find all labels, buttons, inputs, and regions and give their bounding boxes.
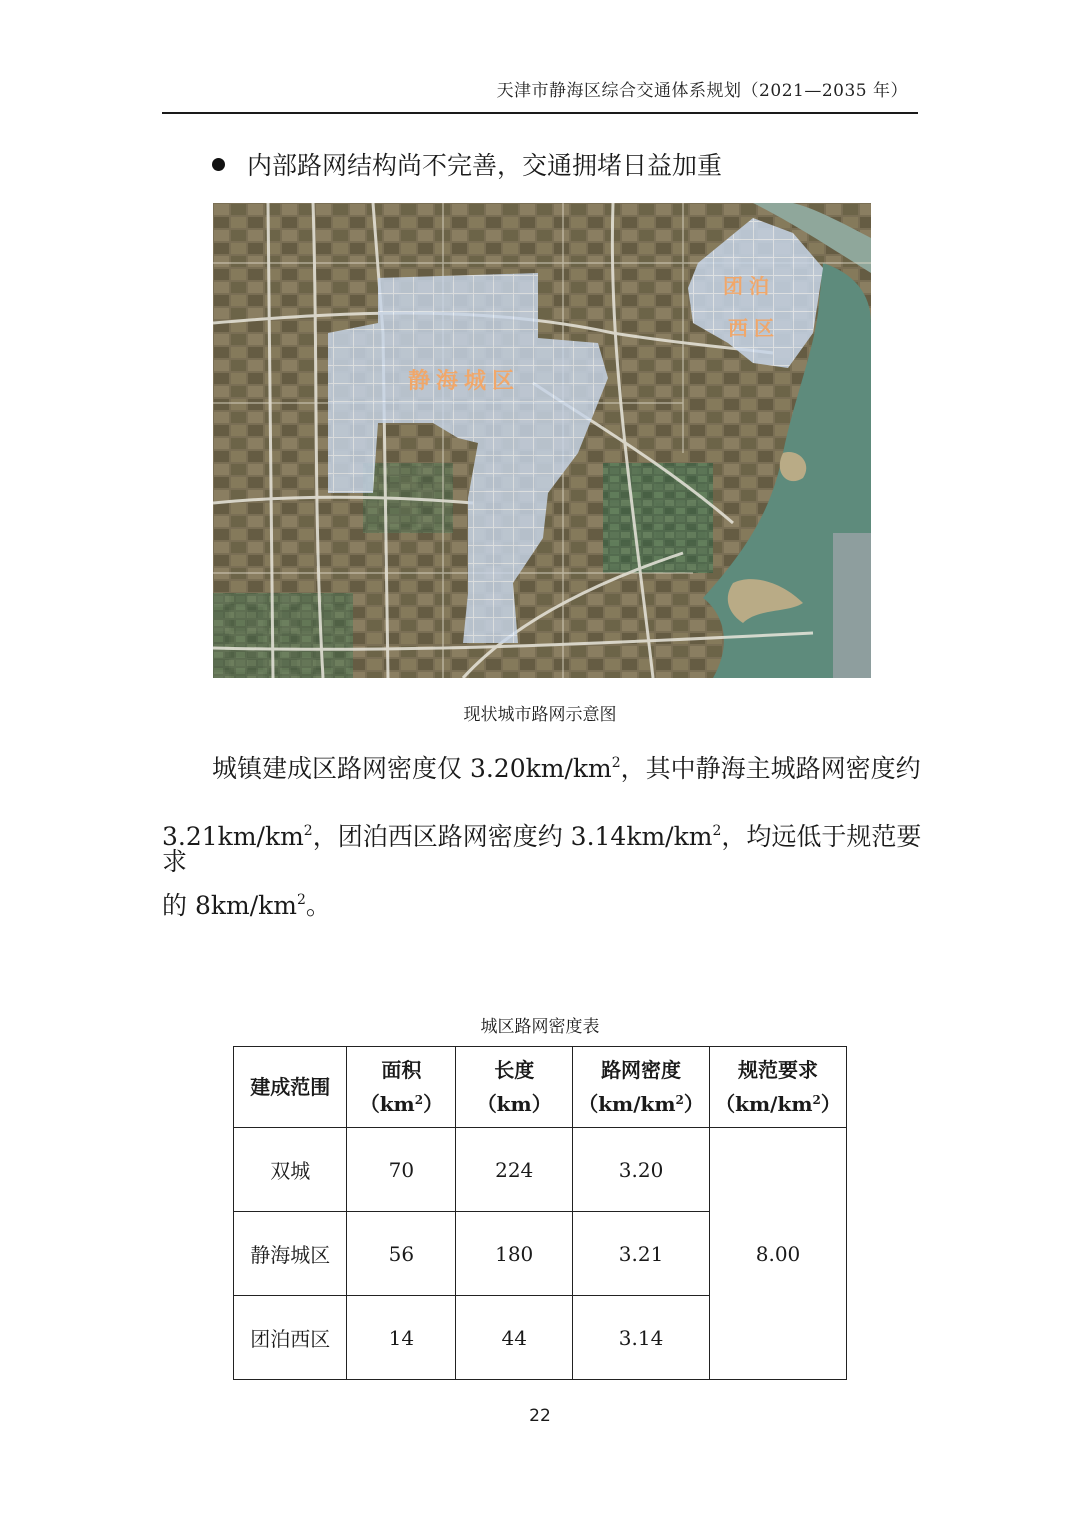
header-density: 路网密度 $(km/km^2)$ [573, 1047, 710, 1128]
cell-scope: 团泊西区 [234, 1296, 347, 1380]
map-label-tuanbo-line1: 团泊 [723, 274, 775, 298]
cell-scope: 双城 [234, 1128, 347, 1212]
satellite-map-graphic [213, 203, 871, 678]
header-standard: 规范要求 $(km/km^2)$ [710, 1047, 847, 1128]
cell-density: 3.20 [573, 1128, 710, 1212]
cell-length: 44 [456, 1296, 573, 1380]
cell-standard: 8.00 [710, 1128, 847, 1380]
cell-length: 224 [456, 1128, 573, 1212]
road-network-map [213, 203, 871, 678]
paragraph-line-3: 的 $8km/km^2$。 [162, 891, 331, 920]
cell-area: 70 [347, 1128, 456, 1212]
table-caption: 城区路网密度表 [480, 1017, 600, 1037]
page-number: 22 [529, 1406, 551, 1426]
header-length: 长度 （km） [456, 1047, 573, 1128]
header-divider [162, 112, 918, 114]
road-density-table [233, 1046, 847, 1380]
cell-area: 56 [347, 1212, 456, 1296]
bullet-dot-icon [212, 158, 225, 171]
cell-area: 14 [347, 1296, 456, 1380]
cell-scope: 静海城区 [234, 1212, 347, 1296]
header-area: 面积 $(km^2)$ [347, 1047, 456, 1128]
cell-density: 3.21 [573, 1212, 710, 1296]
section-bullet [212, 146, 722, 182]
paragraph-line-1: 城镇建成区路网密度仅 $3.20km/km^2$，其中静海主城路网密度约 [212, 754, 921, 783]
map-label-jinghai: 静海城区 [408, 369, 521, 394]
map-label-tuanbo-line2: 西区 [728, 316, 780, 340]
paragraph-line-2: $3.21km/km^2$，团泊西区路网密度约 $3.14km/km^2$，均远低于规范要求 [162, 822, 922, 876]
header-scope: 建成范围 [234, 1047, 347, 1128]
running-header-title: 天津市静海区综合交通体系规划（2021—2035 年） [496, 81, 908, 101]
table-header-row [234, 1047, 847, 1128]
cell-length: 180 [456, 1212, 573, 1296]
cell-density: 3.14 [573, 1296, 710, 1380]
map-caption: 现状城市路网示意图 [463, 705, 617, 725]
bullet-text: 内部路网结构尚不完善，交通拥堵日益加重 [247, 151, 723, 180]
table-row [234, 1128, 847, 1212]
